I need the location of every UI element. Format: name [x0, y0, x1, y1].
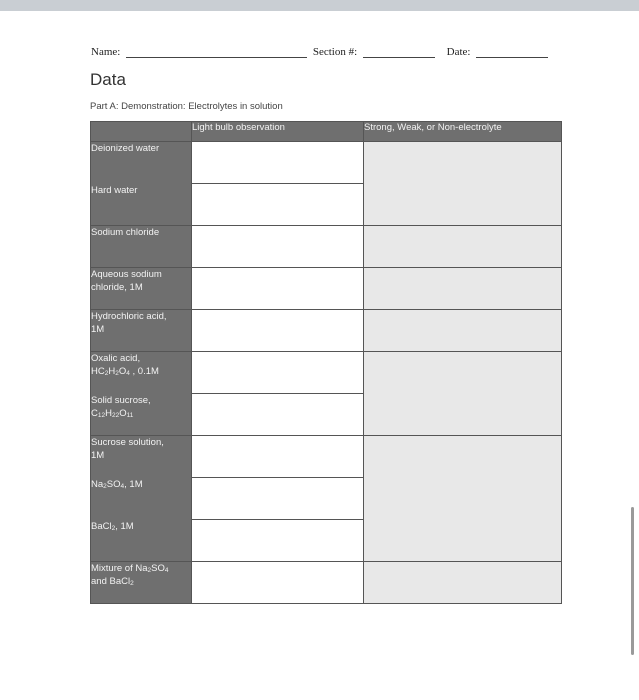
row-label-mixture [91, 562, 192, 604]
section-title: Data [90, 70, 126, 89]
row-label-solid-sucrose [91, 394, 191, 420]
observation-cell-barium-chloride[interactable] [192, 520, 364, 562]
name-field[interactable] [126, 47, 307, 58]
table-row [91, 562, 562, 604]
formula-part: , 1M [124, 479, 143, 490]
observation-cell-hard-water[interactable] [192, 184, 364, 226]
electrolyte-data-table [90, 121, 562, 604]
sucrose-formula [91, 407, 191, 420]
observation-cell-oxalic-acid[interactable] [192, 352, 364, 394]
classification-cell-aqueous-sodium-chloride[interactable] [364, 268, 562, 310]
table-row [91, 268, 562, 310]
row-label-line: Hydrochloric acid, [91, 311, 167, 322]
formula-part: O [119, 408, 127, 419]
date-label: Date: [446, 46, 471, 58]
row-label-oxalic-sucrose [91, 352, 192, 436]
row-label-sucrose-solution [91, 436, 191, 478]
formula-part: H [105, 408, 112, 419]
observation-cell-aqueous-sodium-chloride[interactable] [192, 268, 364, 310]
vertical-scrollbar[interactable] [631, 507, 634, 655]
oxalic-acid-formula [91, 365, 191, 378]
formula-subscript: 2 [130, 580, 134, 587]
row-label-oxalic-acid [91, 352, 191, 394]
formula-part: , 0.1M [129, 366, 159, 377]
formula-subscript: 2 [115, 370, 119, 377]
formula-subscript: 2 [111, 525, 116, 532]
classification-cell-oxalic-sucrose[interactable] [364, 352, 562, 436]
section-field[interactable] [363, 47, 435, 58]
row-label-line: 1M [91, 450, 105, 461]
classification-cell-solutions-group[interactable] [364, 436, 562, 562]
row-label-line: 1M [91, 324, 105, 335]
classification-cell-hydrochloric-acid[interactable] [364, 310, 562, 352]
part-a-subtitle: Part A: Demonstration: Electrolytes in solution [90, 101, 283, 112]
observation-cell-mixture[interactable] [192, 562, 364, 604]
formula-subscript: 4 [120, 483, 125, 490]
formula-part: C [91, 408, 98, 419]
corner-header [91, 122, 192, 142]
classification-cell-water[interactable] [364, 142, 562, 226]
formula-subscript: 11 [126, 412, 134, 419]
observation-cell-deionized-water[interactable] [192, 142, 364, 184]
row-label-line: chloride, 1M [91, 282, 143, 293]
observation-cell-sodium-sulfate[interactable] [192, 478, 364, 520]
row-label-line [91, 575, 191, 588]
window-top-bar [0, 0, 639, 11]
row-label-sodium-sulfate [91, 478, 191, 520]
formula-part: H [108, 366, 116, 377]
observation-cell-sodium-chloride[interactable] [192, 226, 364, 268]
student-info-line [91, 46, 561, 58]
row-label-deionized-water: Deionized water [91, 143, 160, 154]
formula-part: , 1M [115, 521, 134, 532]
classification-cell-sodium-chloride[interactable] [364, 226, 562, 268]
row-label-solutions-group [91, 436, 192, 562]
classification-cell-mixture[interactable] [364, 562, 562, 604]
row-label-hydrochloric-acid [91, 310, 192, 352]
classification-column-header: Strong, Weak, or Non-electrolyte [364, 122, 562, 142]
row-label-line [91, 562, 191, 575]
table-row [91, 352, 562, 394]
table-row [91, 436, 562, 478]
observation-cell-sucrose-solution[interactable] [192, 436, 364, 478]
section-label: Section #: [312, 46, 358, 58]
formula-part: SO [151, 563, 165, 574]
row-label-aqueous-sodium-chloride [91, 268, 192, 310]
row-label-barium-chloride [91, 520, 191, 533]
table-header-row [91, 122, 562, 142]
formula-part: HC [91, 366, 105, 377]
row-label-sodium-chloride: Sodium chloride [91, 226, 192, 268]
table-row [91, 142, 562, 184]
observation-column-header: Light bulb observation [192, 122, 364, 142]
row-label-line: Aqueous sodium [91, 269, 162, 280]
row-label-line: Sucrose solution, [91, 437, 164, 448]
name-label: Name: [91, 46, 121, 58]
observation-cell-hydrochloric-acid[interactable] [192, 310, 364, 352]
formula-part: and BaCl [91, 576, 131, 587]
formula-subscript: 2 [103, 483, 107, 490]
formula-part: Na [91, 479, 104, 490]
row-label-line: Oxalic acid, [91, 353, 141, 364]
table-row [91, 226, 562, 268]
formula-part: O [118, 366, 127, 377]
formula-part: SO [106, 479, 121, 490]
formula-subscript: 4 [164, 567, 169, 574]
row-label-deionized-hard-water [91, 142, 192, 226]
row-label-line: Solid sucrose, [91, 395, 151, 406]
formula-part: Mixture of Na [91, 563, 148, 574]
formula-part: BaCl [91, 521, 112, 532]
formula-subscript: 2 [147, 567, 152, 574]
formula-subscript: 12 [97, 412, 106, 419]
formula-subscript: 2 [104, 370, 109, 377]
row-label-hard-water: Hard water [91, 185, 138, 196]
table-row [91, 310, 562, 352]
formula-subscript: 22 [111, 412, 120, 419]
date-field[interactable] [476, 47, 548, 58]
formula-subscript: 4 [126, 370, 130, 377]
observation-cell-solid-sucrose[interactable] [192, 394, 364, 436]
